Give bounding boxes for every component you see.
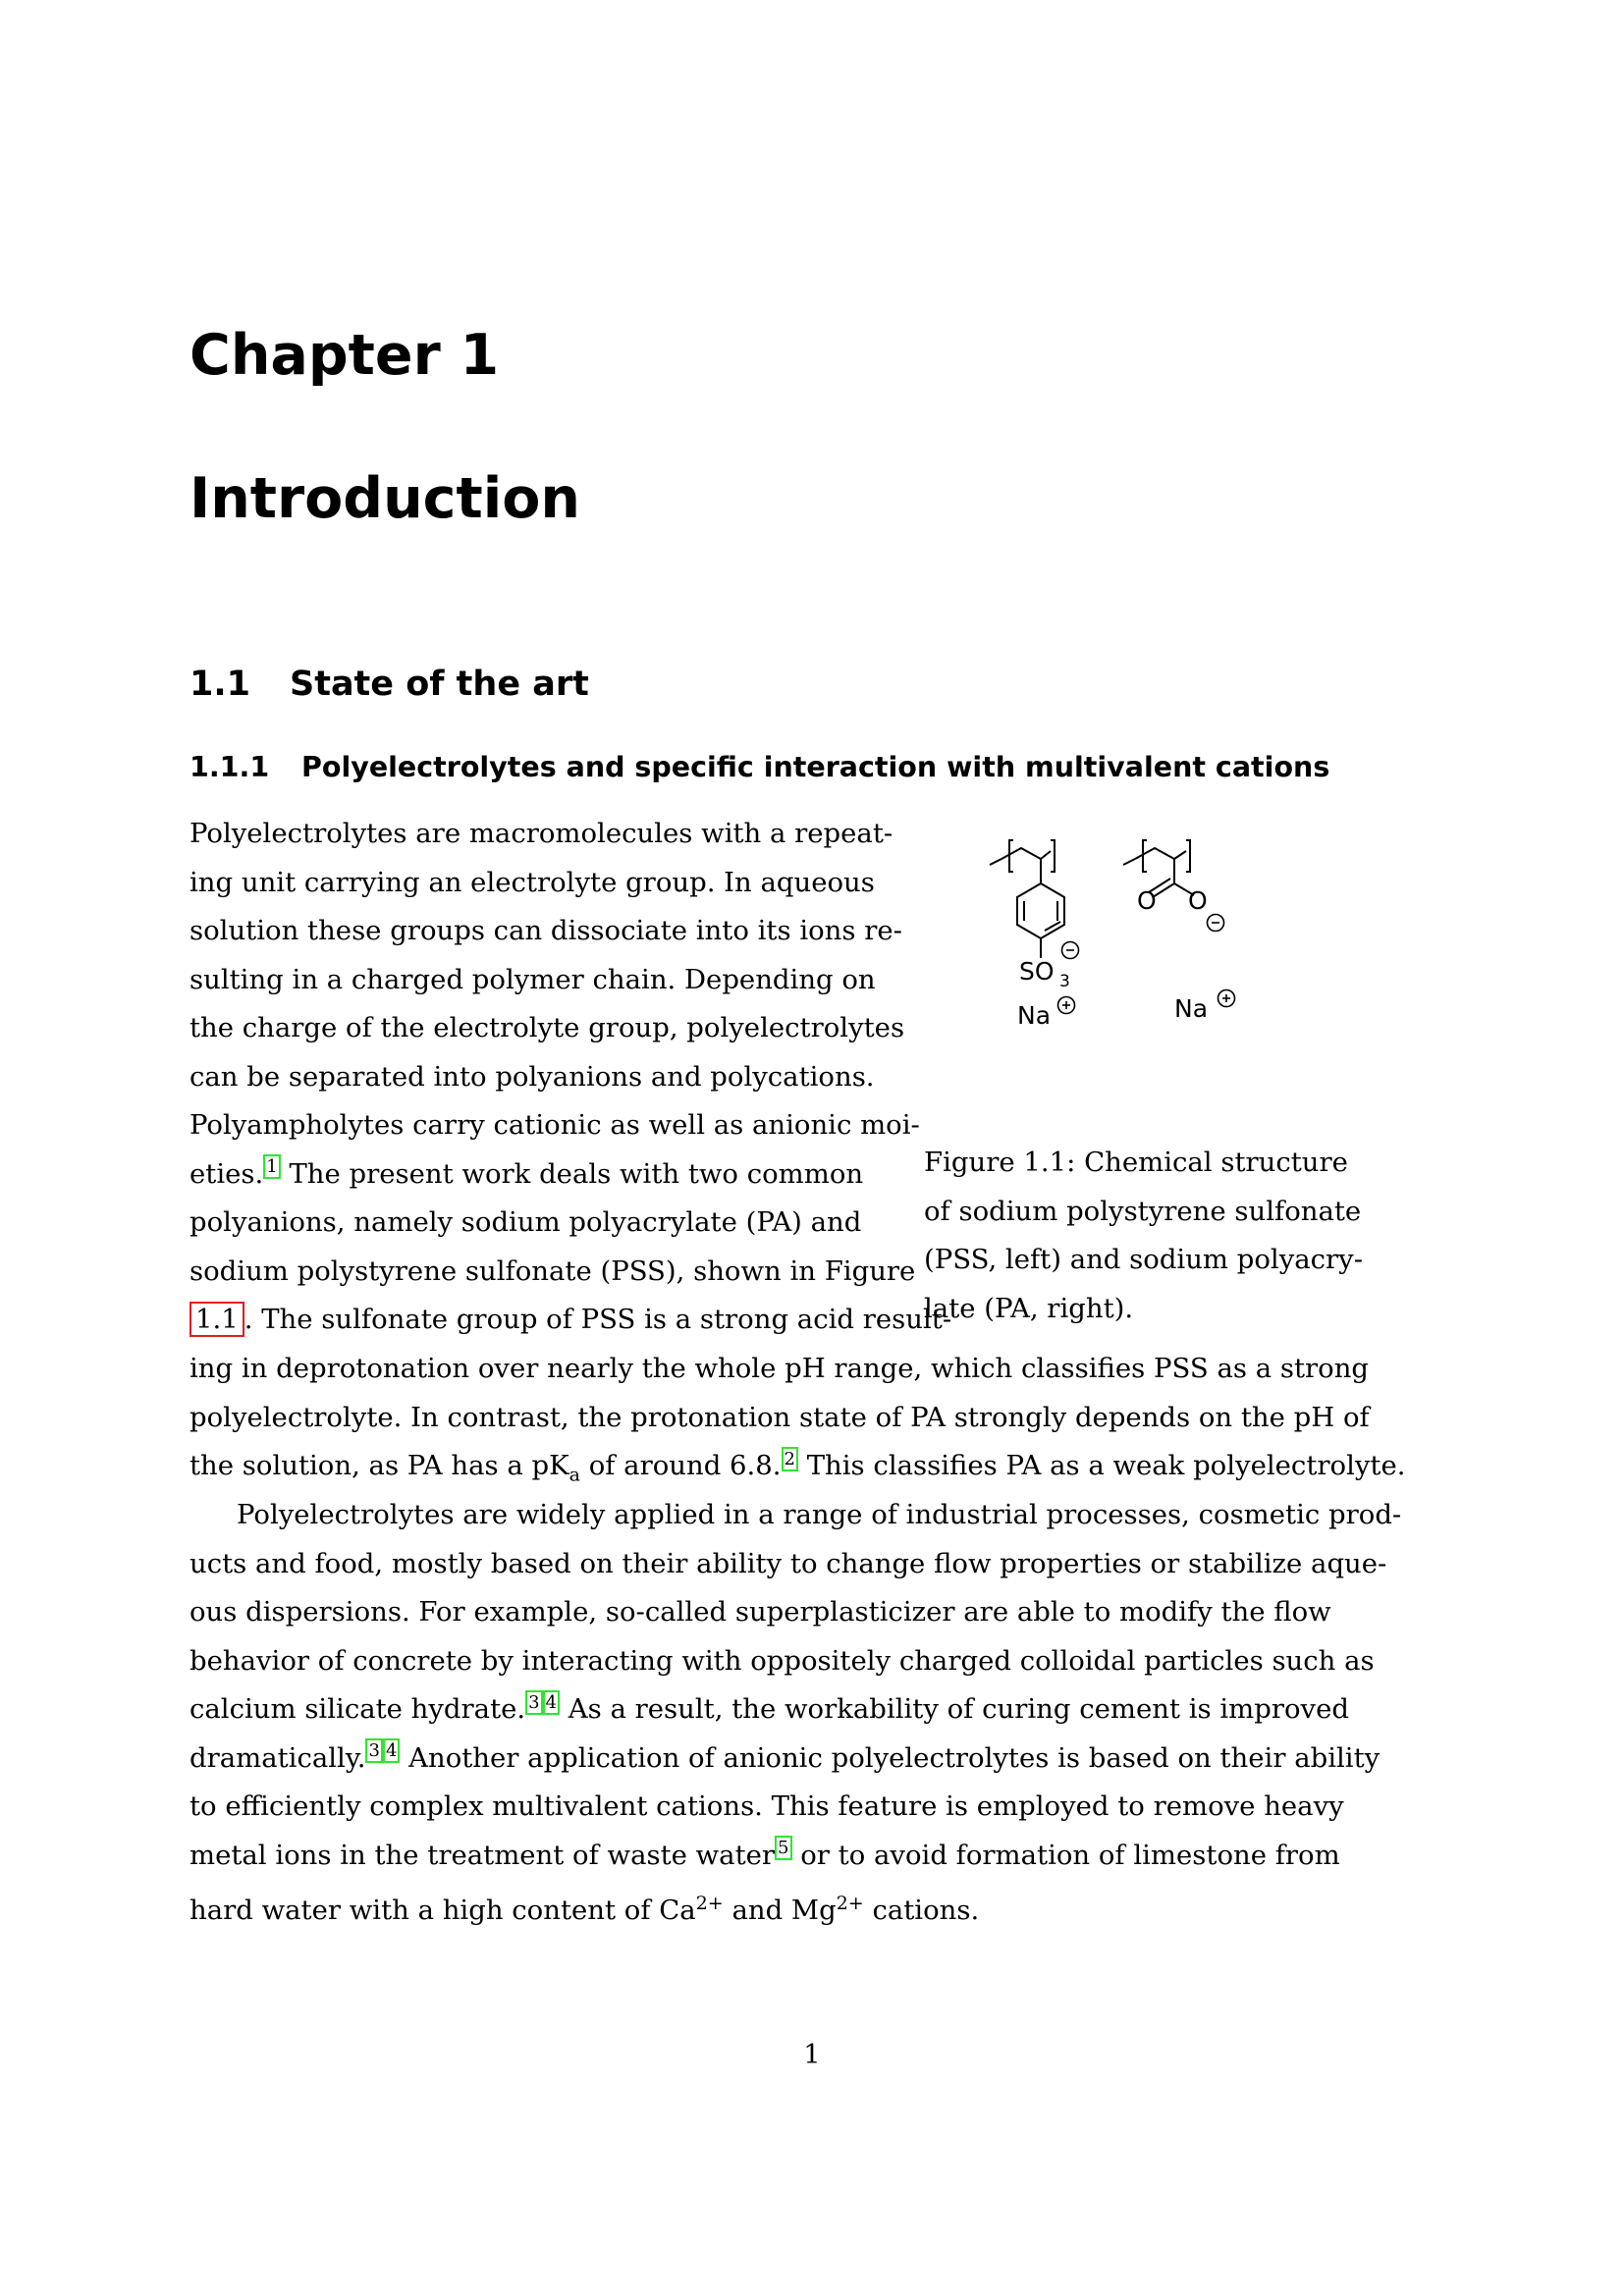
text-span: dramatically. (189, 1741, 366, 1774)
figure-link[interactable]: 1.1 (189, 1302, 244, 1337)
pa-unit (1123, 840, 1194, 897)
text-line (189, 1442, 1405, 1491)
text-line (189, 1735, 1380, 1784)
citation-link-4[interactable]: 4 (383, 1738, 400, 1763)
text-line: Polyampholytes carry cationic as well as anionic moi- (189, 1109, 920, 1141)
sodium-label-left: Na (1017, 1001, 1052, 1030)
chapter-label: Chapter 1 (189, 323, 500, 388)
subscript: a (568, 1464, 580, 1486)
text-span: hard water with a high content of Ca (189, 1895, 696, 1927)
oxygen-label-double: O (1137, 886, 1157, 915)
text-line (189, 1296, 952, 1345)
citation-link-1[interactable]: 1 (263, 1154, 280, 1179)
charge-symbols (1058, 915, 1235, 1014)
text-span: of around 6.8. (579, 1450, 782, 1481)
chemical-structure-figure (980, 827, 1300, 1131)
text-line (189, 1880, 979, 1929)
text-line: Polyelectrolytes are widely applied in a range of industrial processes, cosmetic prod- (237, 1499, 1402, 1530)
text-span: As a result, the workability of curing cement is improved (560, 1693, 1349, 1725)
text-span: This classifies PA as a weak polyelectrolyte. (797, 1450, 1406, 1481)
text-line: solution these groups can dissociate into its ions re- (189, 915, 902, 946)
subsection-number: 1.1.1 (189, 751, 270, 783)
text-line: the charge of the electrolyte group, polyelectrolytes (189, 1012, 905, 1043)
text-line: ing unit carrying an electrolyte group. In aqueous (189, 866, 875, 898)
chemical-structure-svg (980, 827, 1300, 1131)
text-line (189, 1150, 898, 1200)
so3-subscript: 3 (1059, 972, 1070, 991)
chapter-title: Introduction (189, 466, 580, 531)
text-line: to efficiently complex multivalent cations. This feature is employed to remove heavy (189, 1790, 1344, 1822)
oxygen-label-single: O (1188, 886, 1208, 915)
citation-link-3[interactable]: 3 (365, 1738, 382, 1763)
pss-unit (990, 840, 1064, 958)
text-line: polyelectrolyte. In contrast, the protonation state of PA strongly depends on the pH of (189, 1401, 1370, 1433)
text-span: eties. (189, 1157, 264, 1190)
superscript: 2+ (836, 1893, 864, 1914)
superscript: 2+ (695, 1893, 724, 1914)
text-line: ing in deprotonation over nearly the whole pH range, which classifies PSS as a strong (189, 1353, 1370, 1384)
caption-line: of sodium polystyrene sulfonate (924, 1195, 1362, 1227)
text-span: metal ions in the treatment of waste water (189, 1839, 776, 1871)
text-span: or to avoid formation of limestone from (791, 1839, 1340, 1871)
caption-line: Figure 1.1: Chemical structure (924, 1147, 1348, 1178)
text-span: The present work deals with two common (280, 1157, 864, 1190)
caption-line: (PSS, left) and sodium polyacry- (924, 1244, 1364, 1275)
citation-link-2[interactable]: 2 (782, 1447, 798, 1471)
text-line (189, 1685, 1349, 1735)
citation-link-3[interactable]: 3 (525, 1690, 542, 1715)
citation-link-4[interactable]: 4 (543, 1690, 560, 1715)
text-line: ucts and food, mostly based on their ability to change flow properties or stabilize aque- (189, 1547, 1387, 1579)
section-heading (189, 667, 589, 702)
citation-link-5[interactable]: 5 (775, 1836, 791, 1860)
text-line: can be separated into polyanions and polycations. (189, 1060, 875, 1093)
page-number: 1 (803, 2040, 821, 2070)
subsection-title: Polyelectrolytes and specific interaction with multivalent cations (301, 751, 1330, 783)
text-span: the solution, as PA has a pK (189, 1450, 569, 1481)
caption-line: late (PA, right). (924, 1292, 1134, 1324)
text-line (189, 1832, 1340, 1881)
text-line: polyanions, namely sodium polyacrylate (PA) and (189, 1206, 862, 1238)
text-span: Another application of anionic polyelectrolytes is based on their ability (400, 1741, 1380, 1774)
text-line: ous dispersions. For example, so-called superplasticizer are able to modify the flow (189, 1596, 1331, 1628)
subsection-heading (189, 751, 1330, 783)
text-line: sulting in a charged polymer chain. Depending on (189, 963, 876, 995)
section-number: 1.1 (189, 665, 251, 704)
text-line: Polyelectrolytes are macromolecules with a repeat- (189, 818, 893, 849)
text-span: and Mg (723, 1895, 837, 1927)
so3-label: SO (1019, 957, 1055, 986)
text-span: cations. (863, 1895, 980, 1927)
text-line: sodium polystyrene sulfonate (PSS), shown in Figure (189, 1255, 916, 1287)
text-span: calcium silicate hydrate. (189, 1693, 526, 1725)
text-line: behavior of concrete by interacting with oppositely charged colloidal particles such as (189, 1644, 1375, 1677)
text-span: . The sulfonate group of PSS is a strong acid result- (244, 1304, 952, 1335)
section-title: State of the art (290, 665, 589, 704)
sodium-label-right: Na (1174, 994, 1209, 1023)
